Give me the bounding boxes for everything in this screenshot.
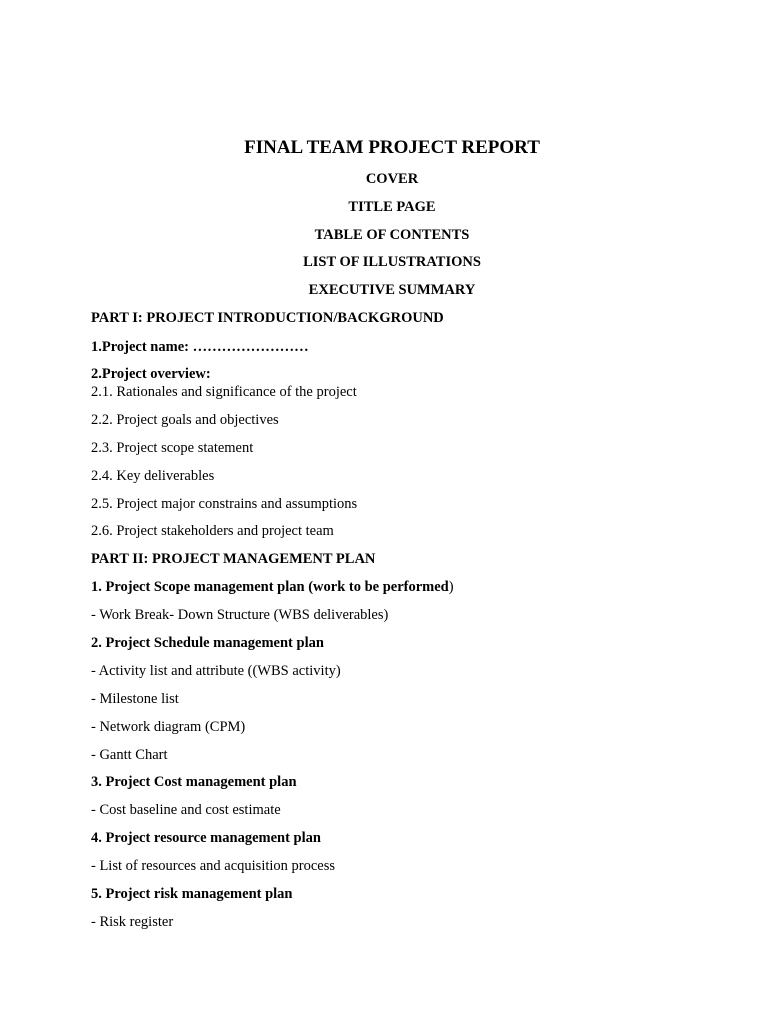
schedule-item: - Activity list and attribute ((WBS activity) bbox=[91, 663, 341, 679]
cost-item: - Cost baseline and cost estimate bbox=[91, 802, 281, 818]
front-matter-exec-summary: EXECUTIVE SUMMARY bbox=[308, 282, 476, 298]
overview-item: 2.4. Key deliverables bbox=[91, 468, 215, 484]
project-name-line: 1.Project name: …………………… bbox=[91, 339, 309, 355]
overview-item: 2.5. Project major constrains and assumptions bbox=[91, 496, 358, 512]
overview-item: 2.2. Project goals and objectives bbox=[91, 412, 279, 428]
schedule-heading: 2. Project Schedule management plan bbox=[91, 635, 324, 651]
risk-heading: 5. Project risk management plan bbox=[91, 886, 293, 902]
overview-heading: 2.Project overview: bbox=[91, 366, 211, 382]
resource-heading: 4. Project resource management plan bbox=[91, 830, 321, 846]
front-matter-illustrations: LIST OF ILLUSTRATIONS bbox=[303, 254, 481, 270]
part1-heading: PART I: PROJECT INTRODUCTION/BACKGROUND bbox=[91, 310, 444, 326]
resource-item: - List of resources and acquisition process bbox=[91, 858, 336, 874]
schedule-item: - Gantt Chart bbox=[91, 747, 168, 763]
overview-item: 2.1. Rationales and significance of the project bbox=[91, 384, 357, 400]
overview-item: 2.6. Project stakeholders and project team bbox=[91, 523, 334, 539]
overview-item: 2.3. Project scope statement bbox=[91, 440, 254, 456]
schedule-item: - Milestone list bbox=[91, 691, 179, 707]
front-matter-toc: TABLE OF CONTENTS bbox=[314, 227, 470, 243]
scope-item: - Work Break- Down Structure (WBS deliverables) bbox=[91, 607, 389, 623]
front-matter-cover: COVER bbox=[365, 171, 419, 187]
scope-heading-tail: ) bbox=[448, 579, 454, 595]
scope-heading-line bbox=[91, 579, 454, 596]
scope-heading: 1. Project Scope management plan (work to be performed bbox=[91, 579, 449, 595]
part2-heading: PART II: PROJECT MANAGEMENT PLAN bbox=[91, 551, 376, 567]
schedule-item: - Network diagram (CPM) bbox=[91, 719, 246, 735]
risk-item: - Risk register bbox=[91, 914, 174, 930]
cost-heading: 3. Project Cost management plan bbox=[91, 774, 297, 790]
front-matter-title-page: TITLE PAGE bbox=[348, 199, 436, 215]
doc-title: FINAL TEAM PROJECT REPORT bbox=[244, 137, 540, 158]
